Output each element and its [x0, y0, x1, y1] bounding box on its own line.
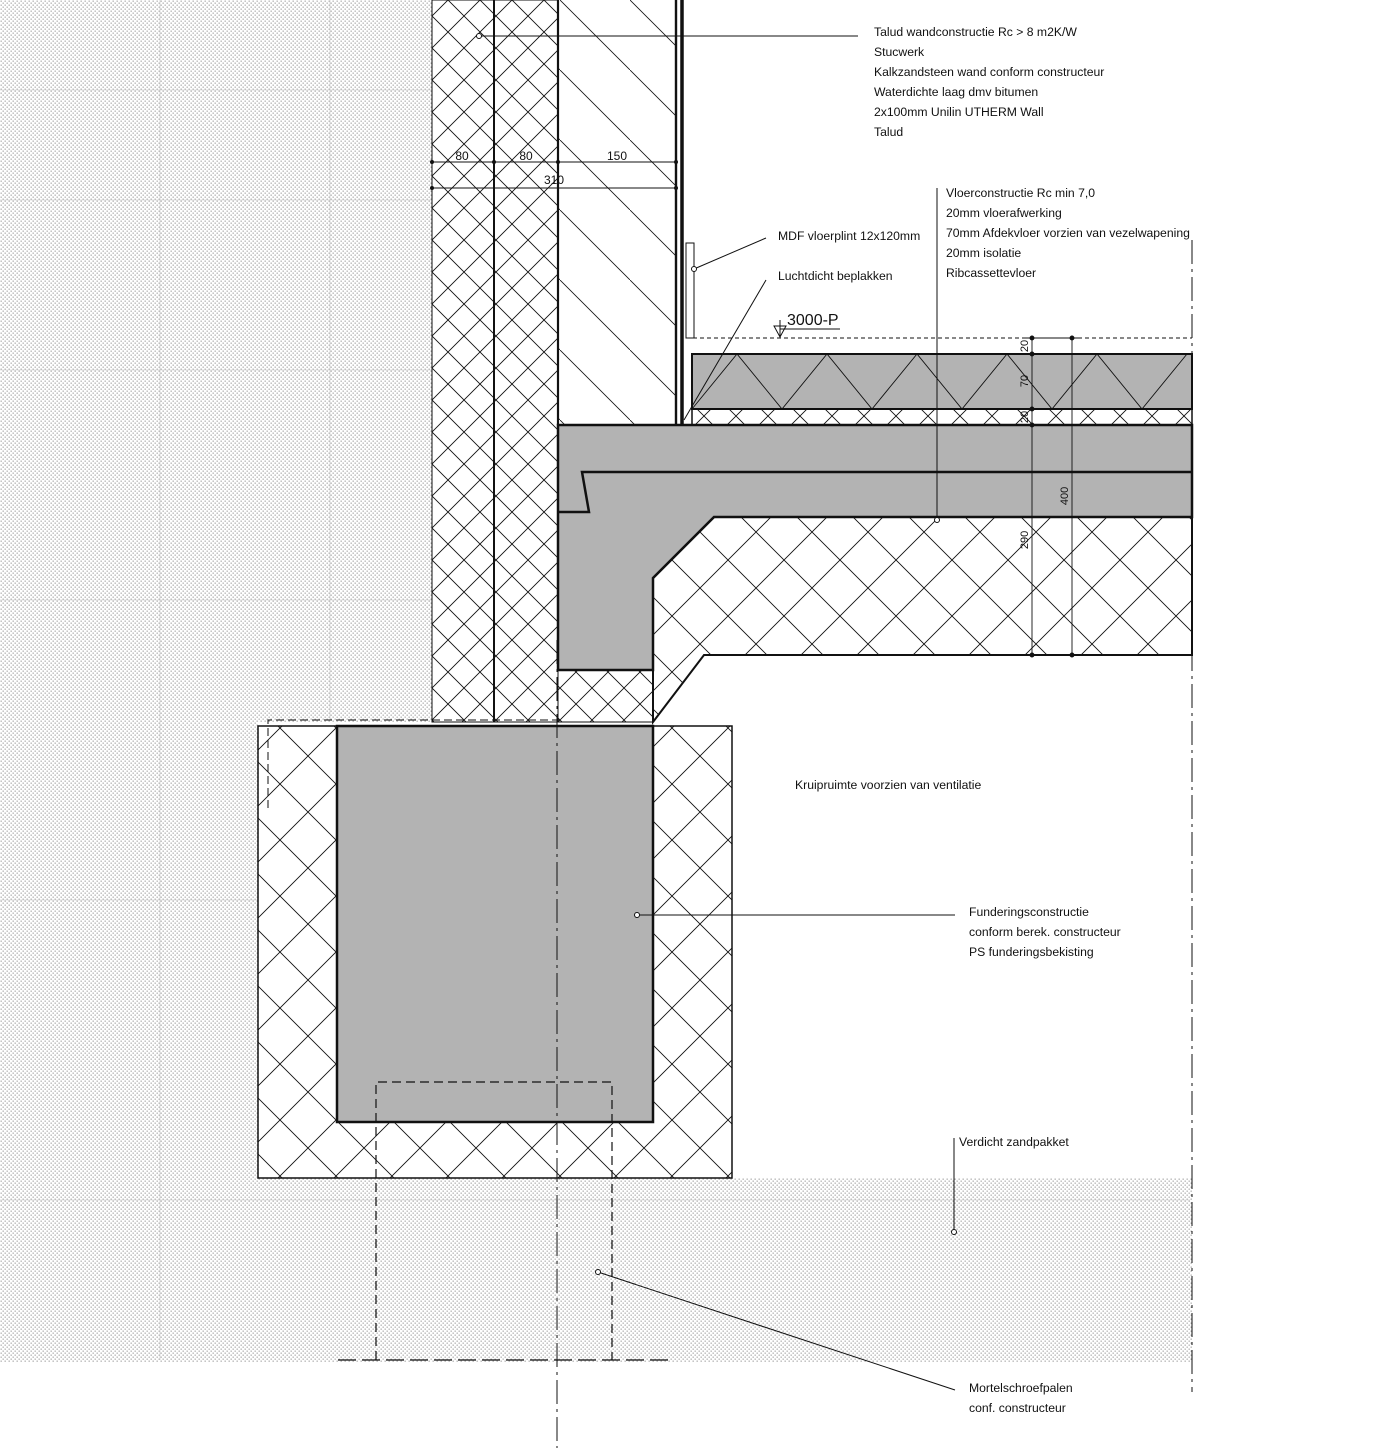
under-floor-insulation — [653, 517, 1192, 722]
floor-annotation-line: 20mm isolatie — [946, 246, 1022, 260]
floor-annotation-line: Ribcassettevloer — [946, 266, 1037, 280]
foundation-annotation-line: conform berek. constructeur — [969, 925, 1121, 939]
wall-annotation — [874, 25, 1104, 139]
dim-290-slab: 290 — [1019, 530, 1031, 550]
wall-annotation-line: Waterdichte laag dmv bitumen — [874, 85, 1039, 99]
foundation-beam — [337, 726, 653, 1122]
edge-insulation-block — [558, 670, 653, 722]
dim-400-total: 400 — [1059, 486, 1071, 506]
floor-annotation-line: 70mm Afdekvloer vorzien van vezelwapening — [946, 226, 1190, 240]
dim-80-insulation-2: 80 — [519, 149, 533, 163]
piles-annotation — [969, 1381, 1073, 1415]
skirting-board — [686, 243, 694, 338]
dim-20-finish: 20 — [1019, 339, 1031, 353]
wall-annotation-line: Talud wandconstructie Rc > 8 m2K/W — [874, 25, 1077, 39]
wall-annotation-line: Talud — [874, 125, 904, 139]
dim-80-insulation-1: 80 — [455, 149, 469, 163]
airtight-annotation: Luchtdicht beplakken — [778, 269, 893, 283]
piles-annotation-line: Mortelschroefpalen — [969, 1381, 1073, 1395]
piles-annotation-line: conf. constructeur — [969, 1401, 1066, 1415]
floor-annotation-line: Vloerconstructie Rc min 7,0 — [946, 186, 1096, 200]
soil-bottom — [258, 1178, 1192, 1362]
floor-annotation-line: 20mm vloerafwerking — [946, 206, 1062, 220]
foundation-annotation — [969, 905, 1121, 959]
dim-150-wall: 150 — [606, 149, 628, 163]
sand-annotation: Verdicht zandpakket — [959, 1135, 1069, 1149]
floor-annotation — [946, 186, 1190, 280]
dim-310-total: 310 — [543, 173, 565, 187]
wall-annotation-line: Kalkzandsteen wand conform constructeur — [874, 65, 1105, 79]
skirting-annotation: MDF vloerplint 12x120mm — [778, 229, 921, 243]
floor-insulation-layer — [692, 409, 1192, 425]
dim-20-insulation: 20 — [1019, 410, 1031, 424]
level-marker-label: 3000-P — [787, 312, 839, 329]
sand-lime-wall — [558, 0, 676, 425]
wall-annotation-line: Stucwerk — [874, 45, 925, 59]
foundation-annotation-line: PS funderingsbekisting — [969, 945, 1094, 959]
dim-70-screed: 70 — [1019, 374, 1031, 388]
wall-annotation-line: 2x100mm Unilin UTHERM Wall — [874, 105, 1044, 119]
foundation-annotation-line: Funderingsconstructie — [969, 905, 1089, 919]
crawlspace-annotation: Kruipruimte voorzien van ventilatie — [795, 778, 982, 792]
screed-layer — [692, 354, 1192, 409]
